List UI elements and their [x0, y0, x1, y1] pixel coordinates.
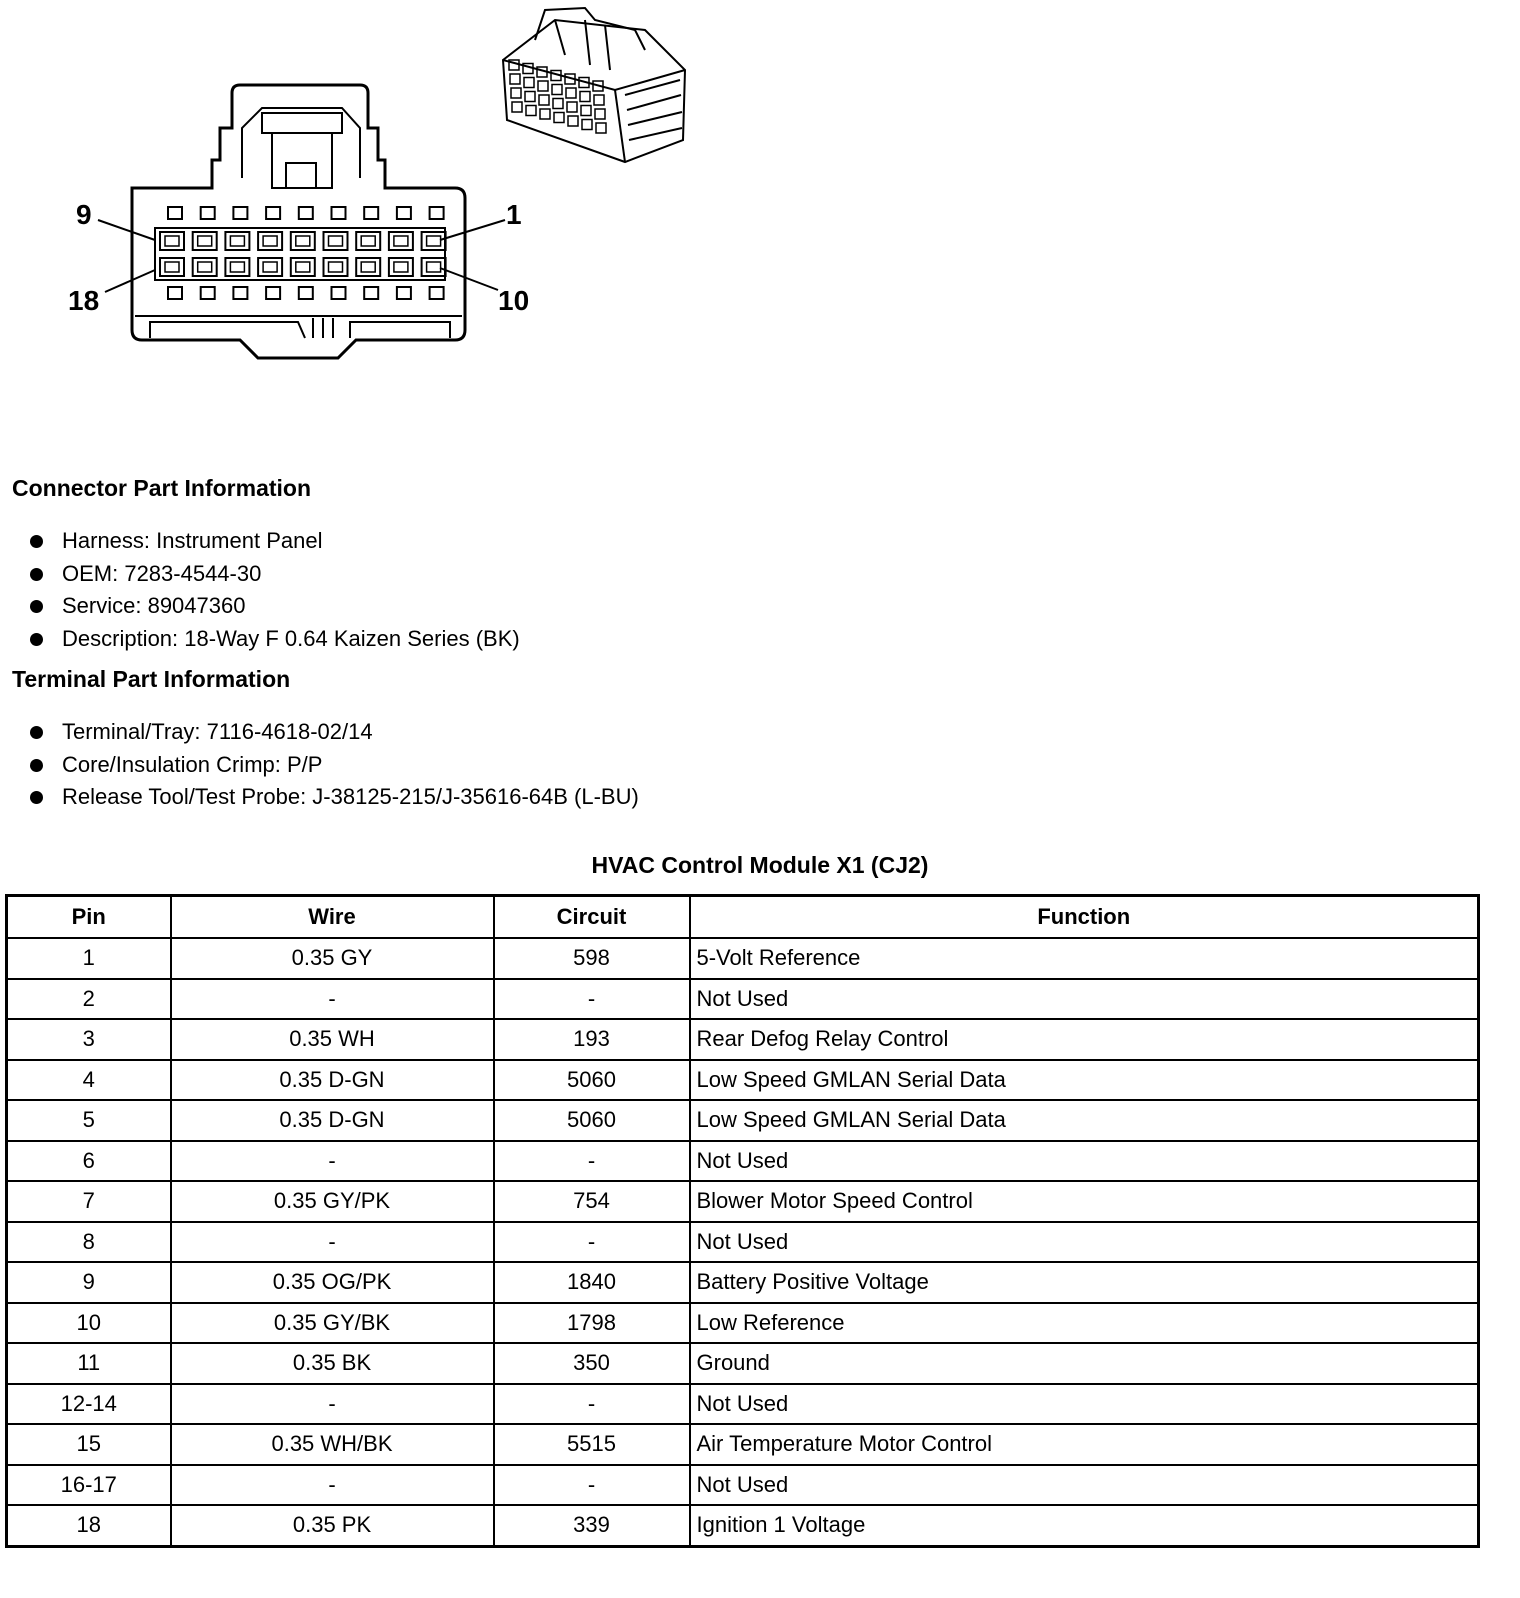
pin-cell: 10	[7, 1303, 171, 1344]
function-cell: Not Used	[690, 1222, 1479, 1263]
function-cell: Not Used	[690, 979, 1479, 1020]
cavity	[430, 287, 444, 299]
cavity	[266, 207, 280, 219]
pin-cell: 4	[7, 1060, 171, 1101]
table-row	[7, 1019, 1479, 1060]
pin-cell: 16-17	[7, 1465, 171, 1506]
wire-cell: 0.35 GY	[171, 938, 494, 979]
iso-cavity	[511, 88, 521, 98]
cavity	[394, 262, 408, 272]
cavity	[193, 258, 217, 276]
terminal-cavities	[155, 207, 446, 299]
cavity	[329, 262, 343, 272]
iso-cavity	[526, 106, 536, 116]
circuit-cell: -	[494, 1384, 690, 1425]
cavity	[324, 258, 348, 276]
iso-cavity	[581, 106, 591, 116]
pin-cell: 6	[7, 1141, 171, 1182]
cavity	[258, 258, 282, 276]
cavity	[193, 232, 217, 250]
cavity	[225, 258, 249, 276]
list-item: OEM: 7283-4544-30	[12, 558, 520, 591]
cavity	[296, 236, 310, 246]
circuit-cell: -	[494, 1465, 690, 1506]
cavity	[427, 262, 441, 272]
wire-cell: 0.35 OG/PK	[171, 1262, 494, 1303]
cavity	[427, 236, 441, 246]
cavity	[225, 232, 249, 250]
cavity	[422, 258, 446, 276]
wire-cell: -	[171, 1465, 494, 1506]
function-cell: Low Reference	[690, 1303, 1479, 1344]
cavity	[201, 207, 215, 219]
table-row	[7, 1303, 1479, 1344]
pin-cell: 12-14	[7, 1384, 171, 1425]
cavity	[168, 207, 182, 219]
list-item: Release Tool/Test Probe: J-38125-215/J-35616-64B (L-BU)	[12, 781, 639, 814]
wire-cell: 0.35 GY/BK	[171, 1303, 494, 1344]
cavity	[160, 232, 184, 250]
cavity	[299, 287, 313, 299]
iso-cavity	[567, 102, 577, 112]
header-circuit: Circuit	[494, 896, 690, 939]
circuit-cell: 5515	[494, 1424, 690, 1465]
circuit-cell: 350	[494, 1343, 690, 1384]
iso-cavity	[525, 92, 535, 102]
cavity	[329, 236, 343, 246]
cavity	[299, 207, 313, 219]
wire-cell: -	[171, 1141, 494, 1182]
cavity	[230, 236, 244, 246]
circuit-cell: 5060	[494, 1100, 690, 1141]
pin-cell: 15	[7, 1424, 171, 1465]
cavity	[356, 232, 380, 250]
wire-cell: 0.35 WH/BK	[171, 1424, 494, 1465]
iso-cavity	[540, 109, 550, 119]
cavity	[389, 232, 413, 250]
wire-cell: -	[171, 979, 494, 1020]
cavity	[397, 287, 411, 299]
table-row	[7, 1060, 1479, 1101]
cavity	[361, 262, 375, 272]
terminal-part-list	[12, 716, 639, 814]
table-row	[7, 1384, 1479, 1425]
iso-cavity	[582, 120, 592, 130]
cavity	[296, 262, 310, 272]
circuit-cell: 339	[494, 1505, 690, 1546]
pin-cell: 5	[7, 1100, 171, 1141]
table-row	[7, 1141, 1479, 1182]
cavity	[332, 287, 346, 299]
cavity	[324, 232, 348, 250]
iso-cavity	[539, 95, 549, 105]
cavity	[266, 287, 280, 299]
cavity	[165, 262, 179, 272]
table-row	[7, 1262, 1479, 1303]
connector-part-heading: Connector Part Information	[12, 475, 312, 501]
iso-cavity	[512, 102, 522, 112]
header-pin: Pin	[7, 896, 171, 939]
wire-cell: 0.35 WH	[171, 1019, 494, 1060]
cavity	[233, 207, 247, 219]
function-cell: Not Used	[690, 1384, 1479, 1425]
wire-cell: 0.35 D-GN	[171, 1060, 494, 1101]
pin-cell: 3	[7, 1019, 171, 1060]
cavity	[168, 287, 182, 299]
list-item: Terminal/Tray: 7116-4618-02/14	[12, 716, 639, 749]
terminal-part-heading: Terminal Part Information	[12, 666, 291, 692]
iso-cavity	[595, 109, 605, 119]
cavity	[422, 232, 446, 250]
cavity	[198, 262, 212, 272]
cavity	[165, 236, 179, 246]
circuit-cell: 1798	[494, 1303, 690, 1344]
connector-isometric-image	[495, 0, 695, 170]
cavity	[230, 262, 244, 272]
function-cell: Air Temperature Motor Control	[690, 1424, 1479, 1465]
iso-cavity	[510, 74, 520, 84]
list-item: Harness: Instrument Panel	[12, 525, 520, 558]
cavity	[291, 232, 315, 250]
circuit-cell: -	[494, 1222, 690, 1263]
function-cell: Blower Motor Speed Control	[690, 1181, 1479, 1222]
circuit-cell: 754	[494, 1181, 690, 1222]
iso-cavity	[538, 81, 548, 91]
circuit-cell: 598	[494, 938, 690, 979]
iso-cavity	[596, 123, 606, 133]
iso-cavity	[554, 113, 564, 123]
list-item: Description: 18-Way F 0.64 Kaizen Series (BK)	[12, 623, 520, 656]
iso-cavity	[553, 99, 563, 109]
pin-label-9: 9	[76, 199, 92, 230]
function-cell: Not Used	[690, 1141, 1479, 1182]
connector-part-list	[12, 525, 520, 655]
cavity	[356, 258, 380, 276]
header-function: Function	[690, 896, 1479, 939]
table-row	[7, 1465, 1479, 1506]
wire-cell: 0.35 PK	[171, 1505, 494, 1546]
iso-cavity	[580, 92, 590, 102]
cavity	[291, 258, 315, 276]
pin-label-1: 1	[506, 199, 522, 230]
cavity	[364, 207, 378, 219]
wire-cell: 0.35 BK	[171, 1343, 494, 1384]
iso-cavity	[524, 78, 534, 88]
function-cell: Low Speed GMLAN Serial Data	[690, 1060, 1479, 1101]
list-item: Core/Insulation Crimp: P/P	[12, 749, 639, 782]
pin-cell: 8	[7, 1222, 171, 1263]
function-cell: Low Speed GMLAN Serial Data	[690, 1100, 1479, 1141]
table-header-row	[7, 896, 1479, 939]
pin-label-10: 10	[498, 285, 530, 316]
iso-cavity	[566, 88, 576, 98]
function-cell: Ground	[690, 1343, 1479, 1384]
connector-face-diagram	[0, 0, 560, 380]
header-wire: Wire	[171, 896, 494, 939]
cavity	[394, 236, 408, 246]
circuit-cell: 1840	[494, 1262, 690, 1303]
function-cell: Ignition 1 Voltage	[690, 1505, 1479, 1546]
cavity	[263, 236, 277, 246]
table-row	[7, 1222, 1479, 1263]
cavity	[201, 287, 215, 299]
function-cell: Battery Positive Voltage	[690, 1262, 1479, 1303]
pin-cell: 2	[7, 979, 171, 1020]
cavity	[430, 207, 444, 219]
circuit-cell: 5060	[494, 1060, 690, 1101]
cavity	[397, 207, 411, 219]
cavity	[198, 236, 212, 246]
pin-cell: 18	[7, 1505, 171, 1546]
iso-cavity	[594, 95, 604, 105]
pin-label-18: 18	[68, 285, 100, 316]
function-cell: 5-Volt Reference	[690, 938, 1479, 979]
table-row	[7, 979, 1479, 1020]
cavity	[263, 262, 277, 272]
cavity	[160, 258, 184, 276]
cavity	[258, 232, 282, 250]
circuit-cell: 193	[494, 1019, 690, 1060]
cavity	[233, 287, 247, 299]
pin-cell: 9	[7, 1262, 171, 1303]
table-row	[7, 1100, 1479, 1141]
wire-cell: -	[171, 1222, 494, 1263]
cavity	[332, 207, 346, 219]
table-row	[7, 1181, 1479, 1222]
list-item: Service: 89047360	[12, 590, 520, 623]
circuit-cell: -	[494, 1141, 690, 1182]
function-cell: Rear Defog Relay Control	[690, 1019, 1479, 1060]
pinout-table	[5, 894, 1480, 1548]
function-cell: Not Used	[690, 1465, 1479, 1506]
pin-cell: 7	[7, 1181, 171, 1222]
pin-cell: 1	[7, 938, 171, 979]
wire-cell: 0.35 GY/PK	[171, 1181, 494, 1222]
table-row	[7, 1505, 1479, 1546]
table-caption: HVAC Control Module X1 (CJ2)	[591, 852, 929, 878]
table-row	[7, 938, 1479, 979]
iso-cavity	[552, 85, 562, 95]
cavity	[361, 236, 375, 246]
table-row	[7, 1343, 1479, 1384]
cavity	[389, 258, 413, 276]
wire-cell: -	[171, 1384, 494, 1425]
table-row	[7, 1424, 1479, 1465]
cavity	[364, 287, 378, 299]
pin-cell: 11	[7, 1343, 171, 1384]
circuit-cell: -	[494, 979, 690, 1020]
iso-cavity	[568, 116, 578, 126]
wire-cell: 0.35 D-GN	[171, 1100, 494, 1141]
